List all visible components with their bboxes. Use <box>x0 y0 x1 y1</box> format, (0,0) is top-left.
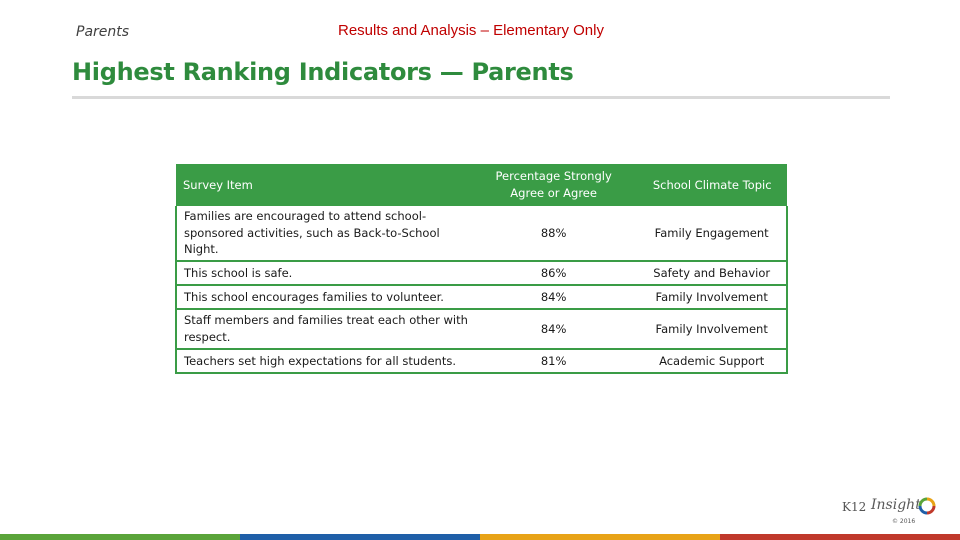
footer-bar-orange <box>480 534 720 540</box>
header-topic: School Climate Topic <box>637 164 787 206</box>
title-divider <box>72 96 890 99</box>
topic-cell: Family Engagement <box>637 206 787 261</box>
survey-item-line2: sponsored activities, such as Back-to-School Night. <box>184 225 440 257</box>
table-row <box>176 309 787 349</box>
header-percentage-line1: Percentage Strongly <box>495 169 612 184</box>
survey-item-line1: Families are encouraged to attend school- <box>184 209 427 223</box>
footer-bar-red <box>720 534 960 540</box>
percentage-cell: 88% <box>470 206 637 261</box>
topic-cell: Safety and Behavior <box>637 261 787 285</box>
survey-item-cell: Teachers set high expectations for all students. <box>176 349 470 373</box>
logo-ring-icon <box>918 497 936 515</box>
logo-insight-text: Insight <box>871 497 921 513</box>
topic-cell: Family Involvement <box>637 285 787 309</box>
header-survey-item: Survey Item <box>176 164 470 206</box>
survey-item-line1: Staff members and families treat each other with <box>184 313 468 328</box>
footer-bar-blue <box>240 534 480 540</box>
k12-insight-logo <box>842 497 938 517</box>
survey-item-cell: This school encourages families to volunteer. <box>176 285 470 309</box>
table-header-row <box>176 164 787 206</box>
indicators-table <box>175 164 788 374</box>
copyright-text: © 2016 <box>892 518 916 525</box>
section-title: Results and Analysis – Elementary Only <box>338 22 604 39</box>
percentage-cell: 86% <box>470 261 637 285</box>
percentage-cell: 84% <box>470 285 637 309</box>
percentage-cell: 84% <box>470 309 637 349</box>
topic-cell: Family Involvement <box>637 309 787 349</box>
header-percentage-line2: Agree or Agree <box>510 186 597 200</box>
table-row <box>176 261 787 285</box>
logo-k12-text: K12 <box>842 500 867 514</box>
topic-cell: Academic Support <box>637 349 787 373</box>
table-row <box>176 349 787 373</box>
survey-item-cell <box>176 206 470 261</box>
survey-item-cell <box>176 309 470 349</box>
footer-bar-green <box>0 534 240 540</box>
table-row <box>176 206 787 261</box>
header-percentage <box>470 164 637 206</box>
audience-tag: Parents <box>76 24 130 40</box>
survey-item-line2: respect. <box>184 330 231 345</box>
percentage-cell: 81% <box>470 349 637 373</box>
page-title: Highest Ranking Indicators — Parents <box>72 58 574 86</box>
survey-item-cell: This school is safe. <box>176 261 470 285</box>
table-row <box>176 285 787 309</box>
